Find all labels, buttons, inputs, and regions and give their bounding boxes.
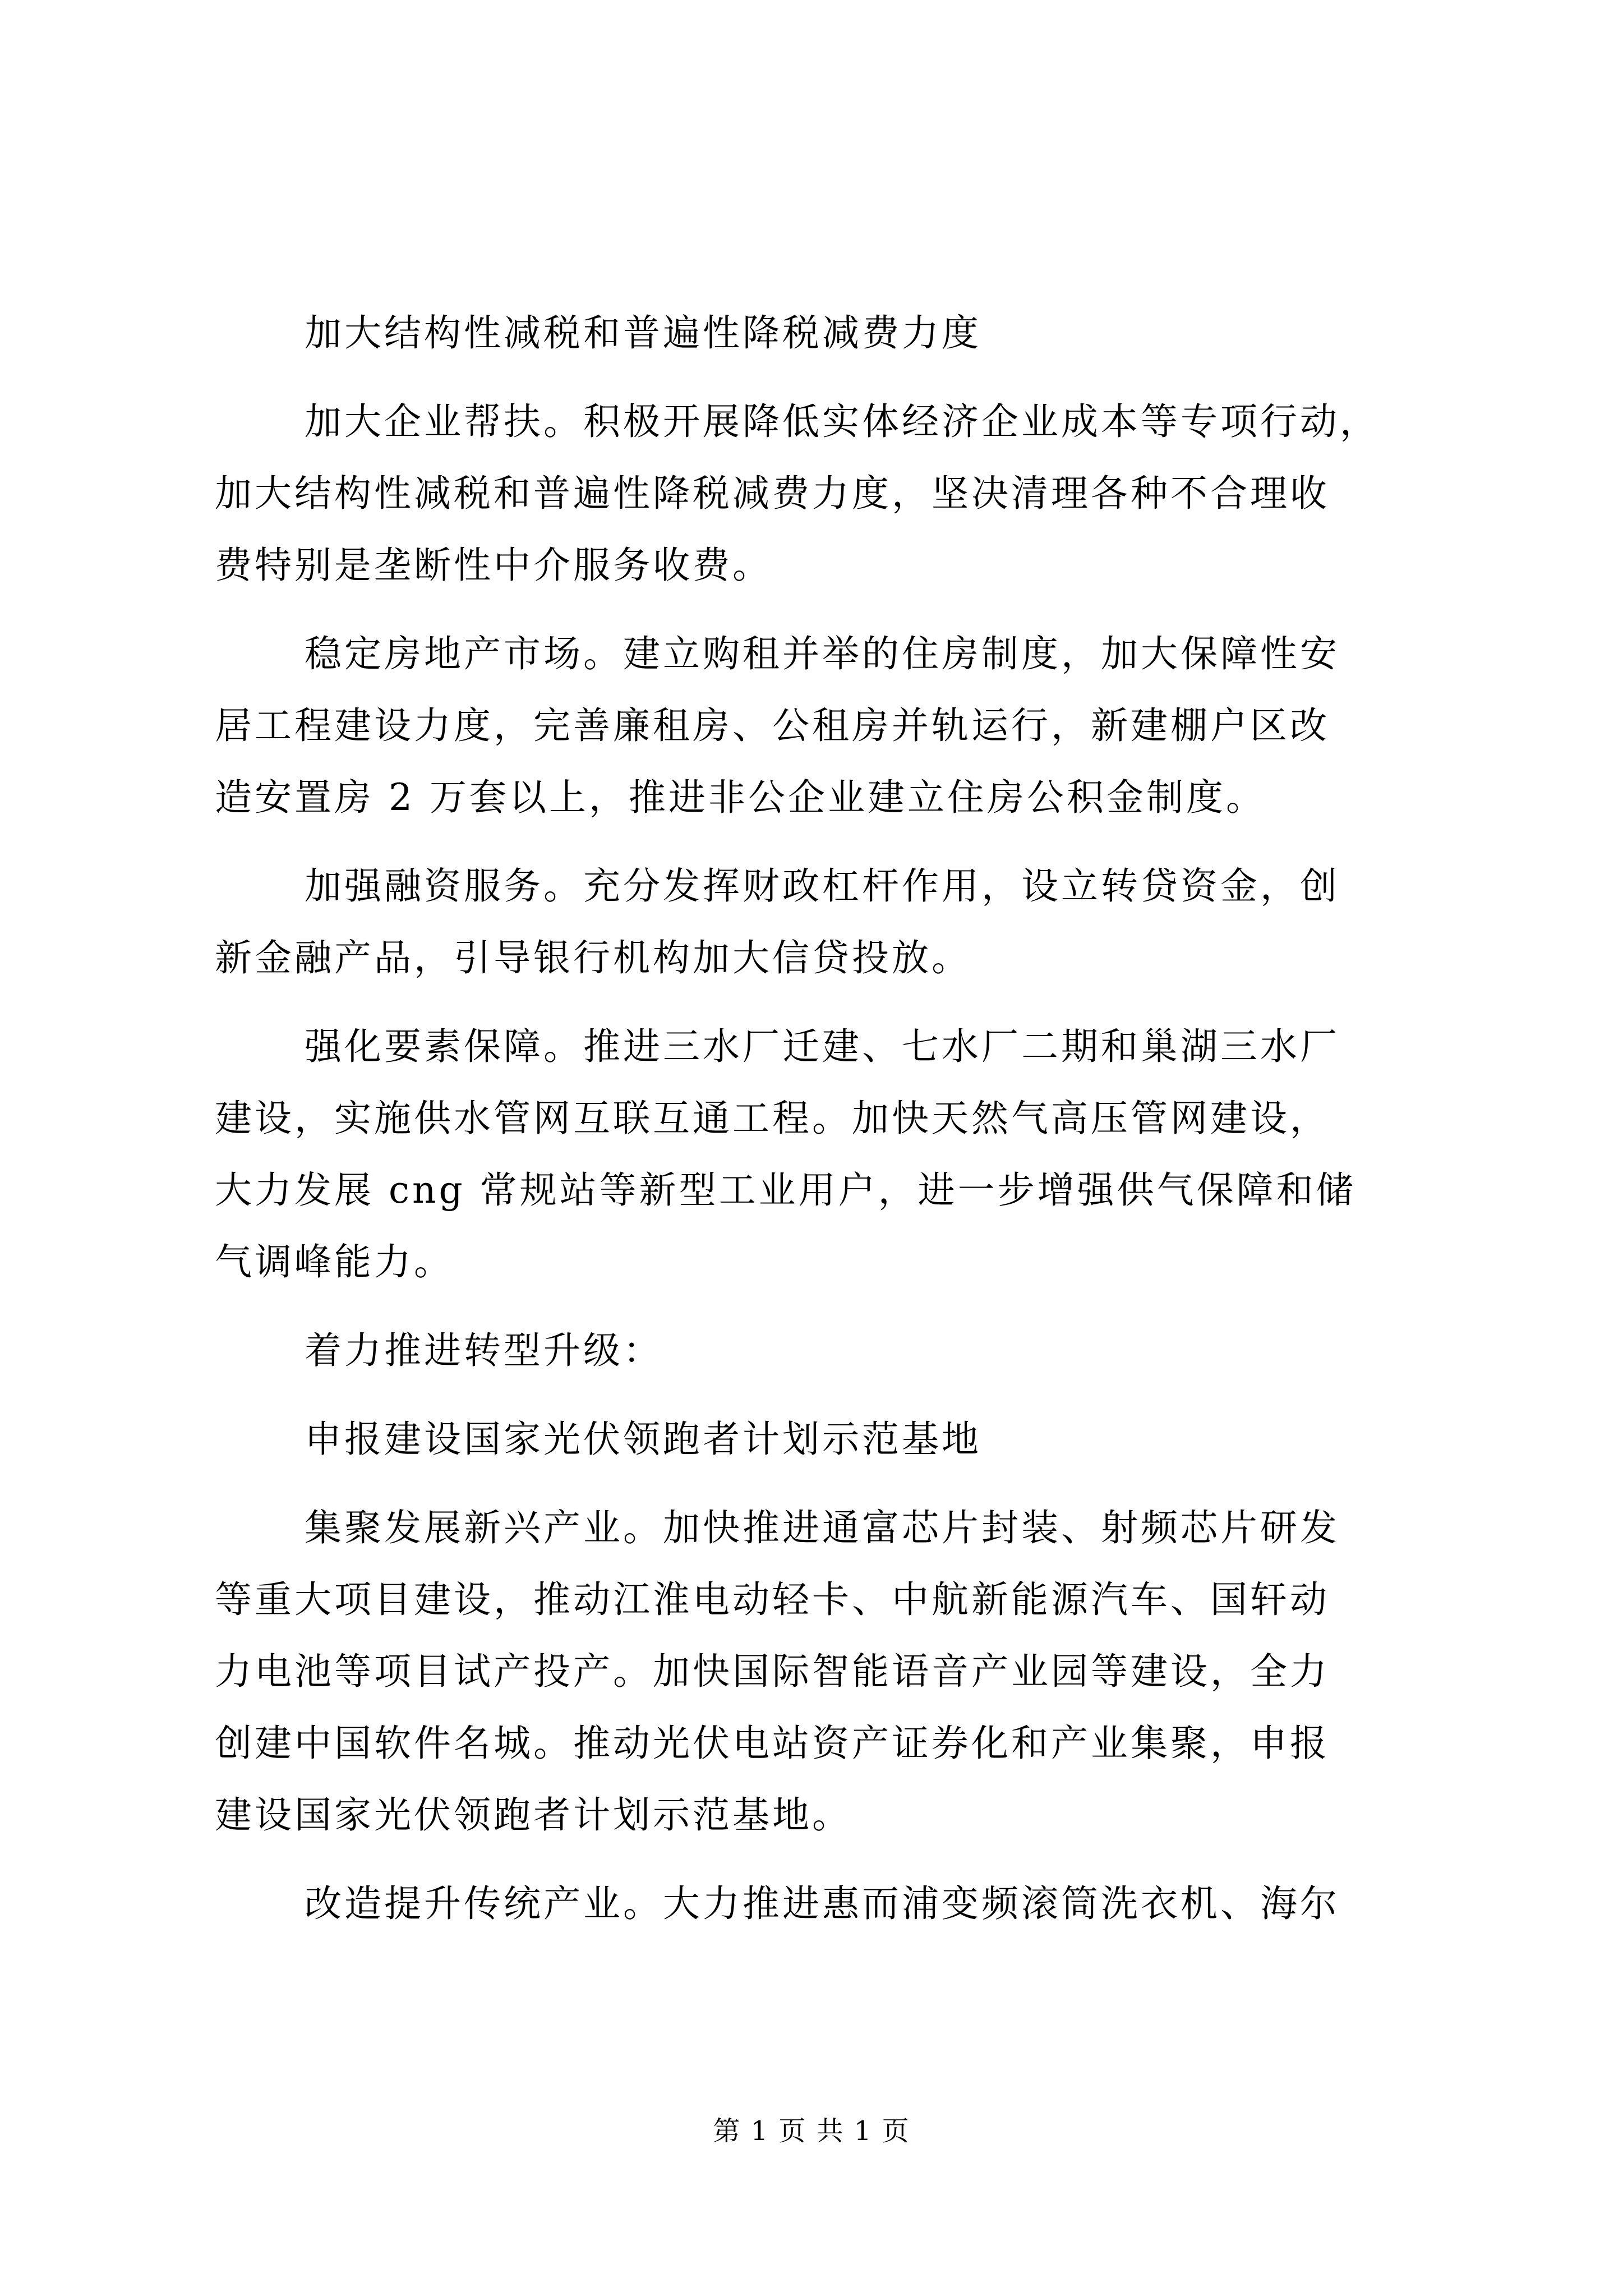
paragraph-line: 建设国家光伏领跑者计划示范基地。 [215, 1793, 852, 1837]
paragraph [215, 297, 1418, 369]
paragraph-line: 创建中国软件名城。推动光伏电站资产证券化和产业集聚，申报 [215, 1722, 1330, 1765]
paragraph [215, 850, 1418, 994]
paragraph [215, 1404, 1418, 1475]
paragraph-line: 大力发展 cng 常规站等新型工业用户，进一步增强供气保障和储 [215, 1168, 1356, 1212]
paragraph-line: 申报建设国家光伏领跑者计划示范基地 [305, 1418, 981, 1461]
paragraph-line: 加强融资服务。充分发挥财政杠杆作用，设立转贷资金，创 [305, 864, 1340, 908]
paragraph-line: 建设，实施供水管网互联互通工程。加快天然气高压管网建设， [215, 1097, 1330, 1140]
paragraph [215, 1868, 1418, 1940]
paragraph [215, 386, 1418, 601]
paragraph-line: 造安置房 2 万套以上，推进非公企业建立住房公积金制度。 [215, 776, 1266, 819]
paragraph-line: 加大结构性减税和普遍性降税减费力度，坚决清理各种不合理收 [215, 472, 1330, 515]
paragraph-line: 集聚发展新兴产业。加快推进通富芯片封装、射频芯片研发 [305, 1506, 1340, 1549]
paragraph [215, 1492, 1418, 1851]
document-body [215, 297, 1418, 1957]
paragraph-line: 加大结构性减税和普遍性降税减费力度 [305, 311, 981, 355]
paragraph-line: 居工程建设力度，完善廉租房、公租房并轨运行，新建棚户区改 [215, 704, 1330, 747]
paragraph-line: 强化要素保障。推进三水厂迁建、七水厂二期和巢湖三水厂 [305, 1025, 1340, 1068]
paragraph-line: 改造提升传统产业。大力推进惠而浦变频滚筒洗衣机、海尔 [305, 1882, 1340, 1925]
paragraph-line: 气调峰能力。 [215, 1240, 454, 1283]
paragraph-line: 稳定房地产市场。建立购租并举的住房制度，加大保障性安 [305, 632, 1340, 675]
paragraph [215, 1011, 1418, 1298]
paragraph-line: 等重大项目建设，推动江淮电动轻卡、中航新能源汽车、国轩动 [215, 1578, 1330, 1621]
page-footer: 第 1 页 共 1 页 [713, 2115, 910, 2147]
paragraph [215, 618, 1418, 834]
paragraph-line: 加大企业帮扶。积极开展降低实体经济企业成本等专项行动， [305, 400, 1380, 443]
paragraph-line: 力电池等项目试产投产。加快国际智能语音产业园等建设，全力 [215, 1650, 1330, 1693]
paragraph-line: 费特别是垄断性中介服务收费。 [215, 544, 772, 587]
paragraph-line: 着力推进转型升级： [305, 1329, 663, 1372]
paragraph [215, 1315, 1418, 1387]
paragraph-line: 新金融产品，引导银行机构加大信贷投放。 [215, 936, 971, 979]
